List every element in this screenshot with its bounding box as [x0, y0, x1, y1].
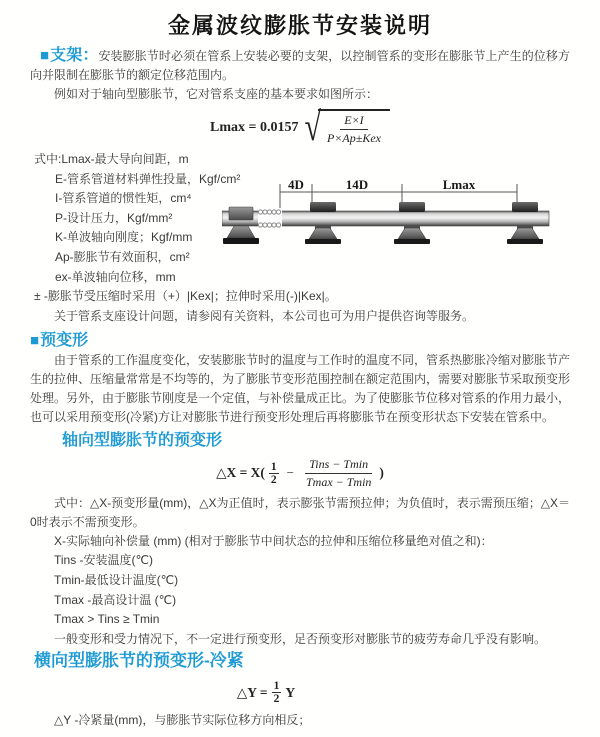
support-intro-text: 安装膨胀节时必须在管系上安装必要的支架，以控制管系的变形在膨胀节上产生的位移方向并限制在膨胀节的额定位移范围内。 — [30, 49, 570, 82]
definition-item: Ap-膨胀节有效面积，cm² — [55, 249, 190, 264]
page-title: 金属波纹膨胀节安装说明 — [167, 13, 432, 38]
dimension-label-4d: 4D — [288, 178, 304, 192]
lmax-formula-lhs: Lmax = 0.0157 — [210, 119, 299, 135]
sqrt-radical — [304, 104, 390, 150]
section-square-icon: ■ — [40, 47, 50, 64]
lmax-fraction — [323, 113, 385, 146]
support-example-line: 例如对于轴向型膨胀节，它对管系支座的基本要求如图所示： — [54, 87, 379, 101]
definition-item: ± -膨胀节受压缩时采用（+）|Kex|；拉伸时采用(-)|Kex|。 — [34, 289, 337, 304]
radical-sign-icon: √ — [304, 104, 321, 150]
dimension-label-14d: 14D — [345, 178, 369, 192]
definition-item: I-管系管道的惯性矩，cm⁴ — [55, 191, 192, 206]
lateral-line: △Y -冷紧量(mm)，与膨胀节实际位移方向相反； — [54, 713, 311, 728]
bellows — [258, 208, 282, 229]
axial-line: Tmax -最高设计温 (℃) — [54, 592, 177, 607]
support-section-heading: 支架： — [50, 47, 99, 64]
definition-item: ex-单波轴向位移，mm — [55, 269, 176, 284]
definitions-block — [30, 150, 570, 307]
predeform-paragraph: 由于管系的工作温度变化，安装膨胀节时的温度与工作时的温度不同，管系热膨胀冷缩对膨胀节产生的拉伸、压缩量常常是不均等的，为了膨胀节变形范围控制在额定范围内，需要对膨胀节采取预变形处理。另外，由于膨胀节刚度是一个定值，与补偿量成正比。为了使膨胀节位移对管系的作用力最小，也可以采用预变形(冷紧)方让对膨胀节进行预变形处理后再将膨胀节在预变形状态下安装在管系中。 — [30, 352, 571, 424]
lateral-formula-post: Y — [285, 684, 296, 700]
lmax-fraction-denominator: P×Ap±Kex — [326, 131, 381, 145]
support-note: 关于管系支座设计问题，请参阅有关资料，本公司也可为用户提供咨询等服务。 — [54, 308, 475, 323]
support-intro-paragraph — [30, 46, 570, 85]
support-section — [30, 46, 570, 326]
minus-sign: − — [286, 465, 294, 481]
temperature-fraction: $\frac{\text{Tins − Tmin}}{Tmax - Tmin}$ — [305, 456, 372, 489]
dimension-label-lmax: Lmax — [442, 178, 476, 192]
axial-formula — [30, 457, 570, 490]
section-square-icon: ■ — [30, 331, 40, 349]
predeform-heading-text: 预变形 — [40, 331, 89, 349]
axial-heading: 轴向型膨胀节的预变形 — [62, 431, 223, 449]
pipe-support-diagram — [222, 178, 578, 282]
axial-formula-post: ) — [379, 465, 384, 481]
axial-line: 一般变形和受力情况下，不一定进行预变形，足否预变形对膨胀节的疲劳寿命几乎没有影响。 — [54, 631, 547, 646]
lateral-subsection — [30, 649, 570, 731]
lateral-formula — [0, 680, 536, 705]
lmax-fraction-numerator: E×I — [340, 113, 367, 130]
axial-subsection — [30, 430, 570, 650]
axial-explain: 式中：△X-预变形量(mm)，△X为正值时，表示膨张节需预拉伸；为负值时，表示需预压缩；△X＝0时表示不需预变形。 — [30, 495, 570, 529]
one-half-fraction: $\frac{1}{2}$ — [273, 680, 280, 706]
predeform-section — [30, 330, 570, 427]
axial-line: Tmin-最低设计温度(℃) — [54, 572, 179, 587]
lateral-heading: 横向型膨胀节的预变形-冷紧 — [34, 651, 244, 671]
definition-item: P-设计压力，Kgf/mm² — [55, 210, 173, 225]
lateral-formula-pre: △Y = — [236, 684, 268, 700]
lmax-formula — [30, 104, 570, 150]
axial-line: Tmax > Tins ≥ Tmin — [54, 612, 160, 627]
axial-line: Tins -安装温度(℃) — [54, 553, 154, 568]
definition-item: K-单波轴向刚度；Kgf/mm — [55, 230, 193, 245]
axial-formula-pre: △X = X( — [216, 465, 265, 481]
one-half-fraction: $\frac{1}{2}$ — [270, 460, 277, 486]
definition-item: 式中:Lmax-最大导向间距，m — [34, 152, 189, 166]
predeform-heading — [30, 330, 570, 351]
definition-item: E-管系管道材料弹性投量，Kgf/cm² — [55, 171, 241, 186]
axial-line: X-实际轴向补偿量 (mm) (相对于膨胀节中间状态的拉伸和压缩位移量绝对值之和)： — [54, 533, 493, 548]
